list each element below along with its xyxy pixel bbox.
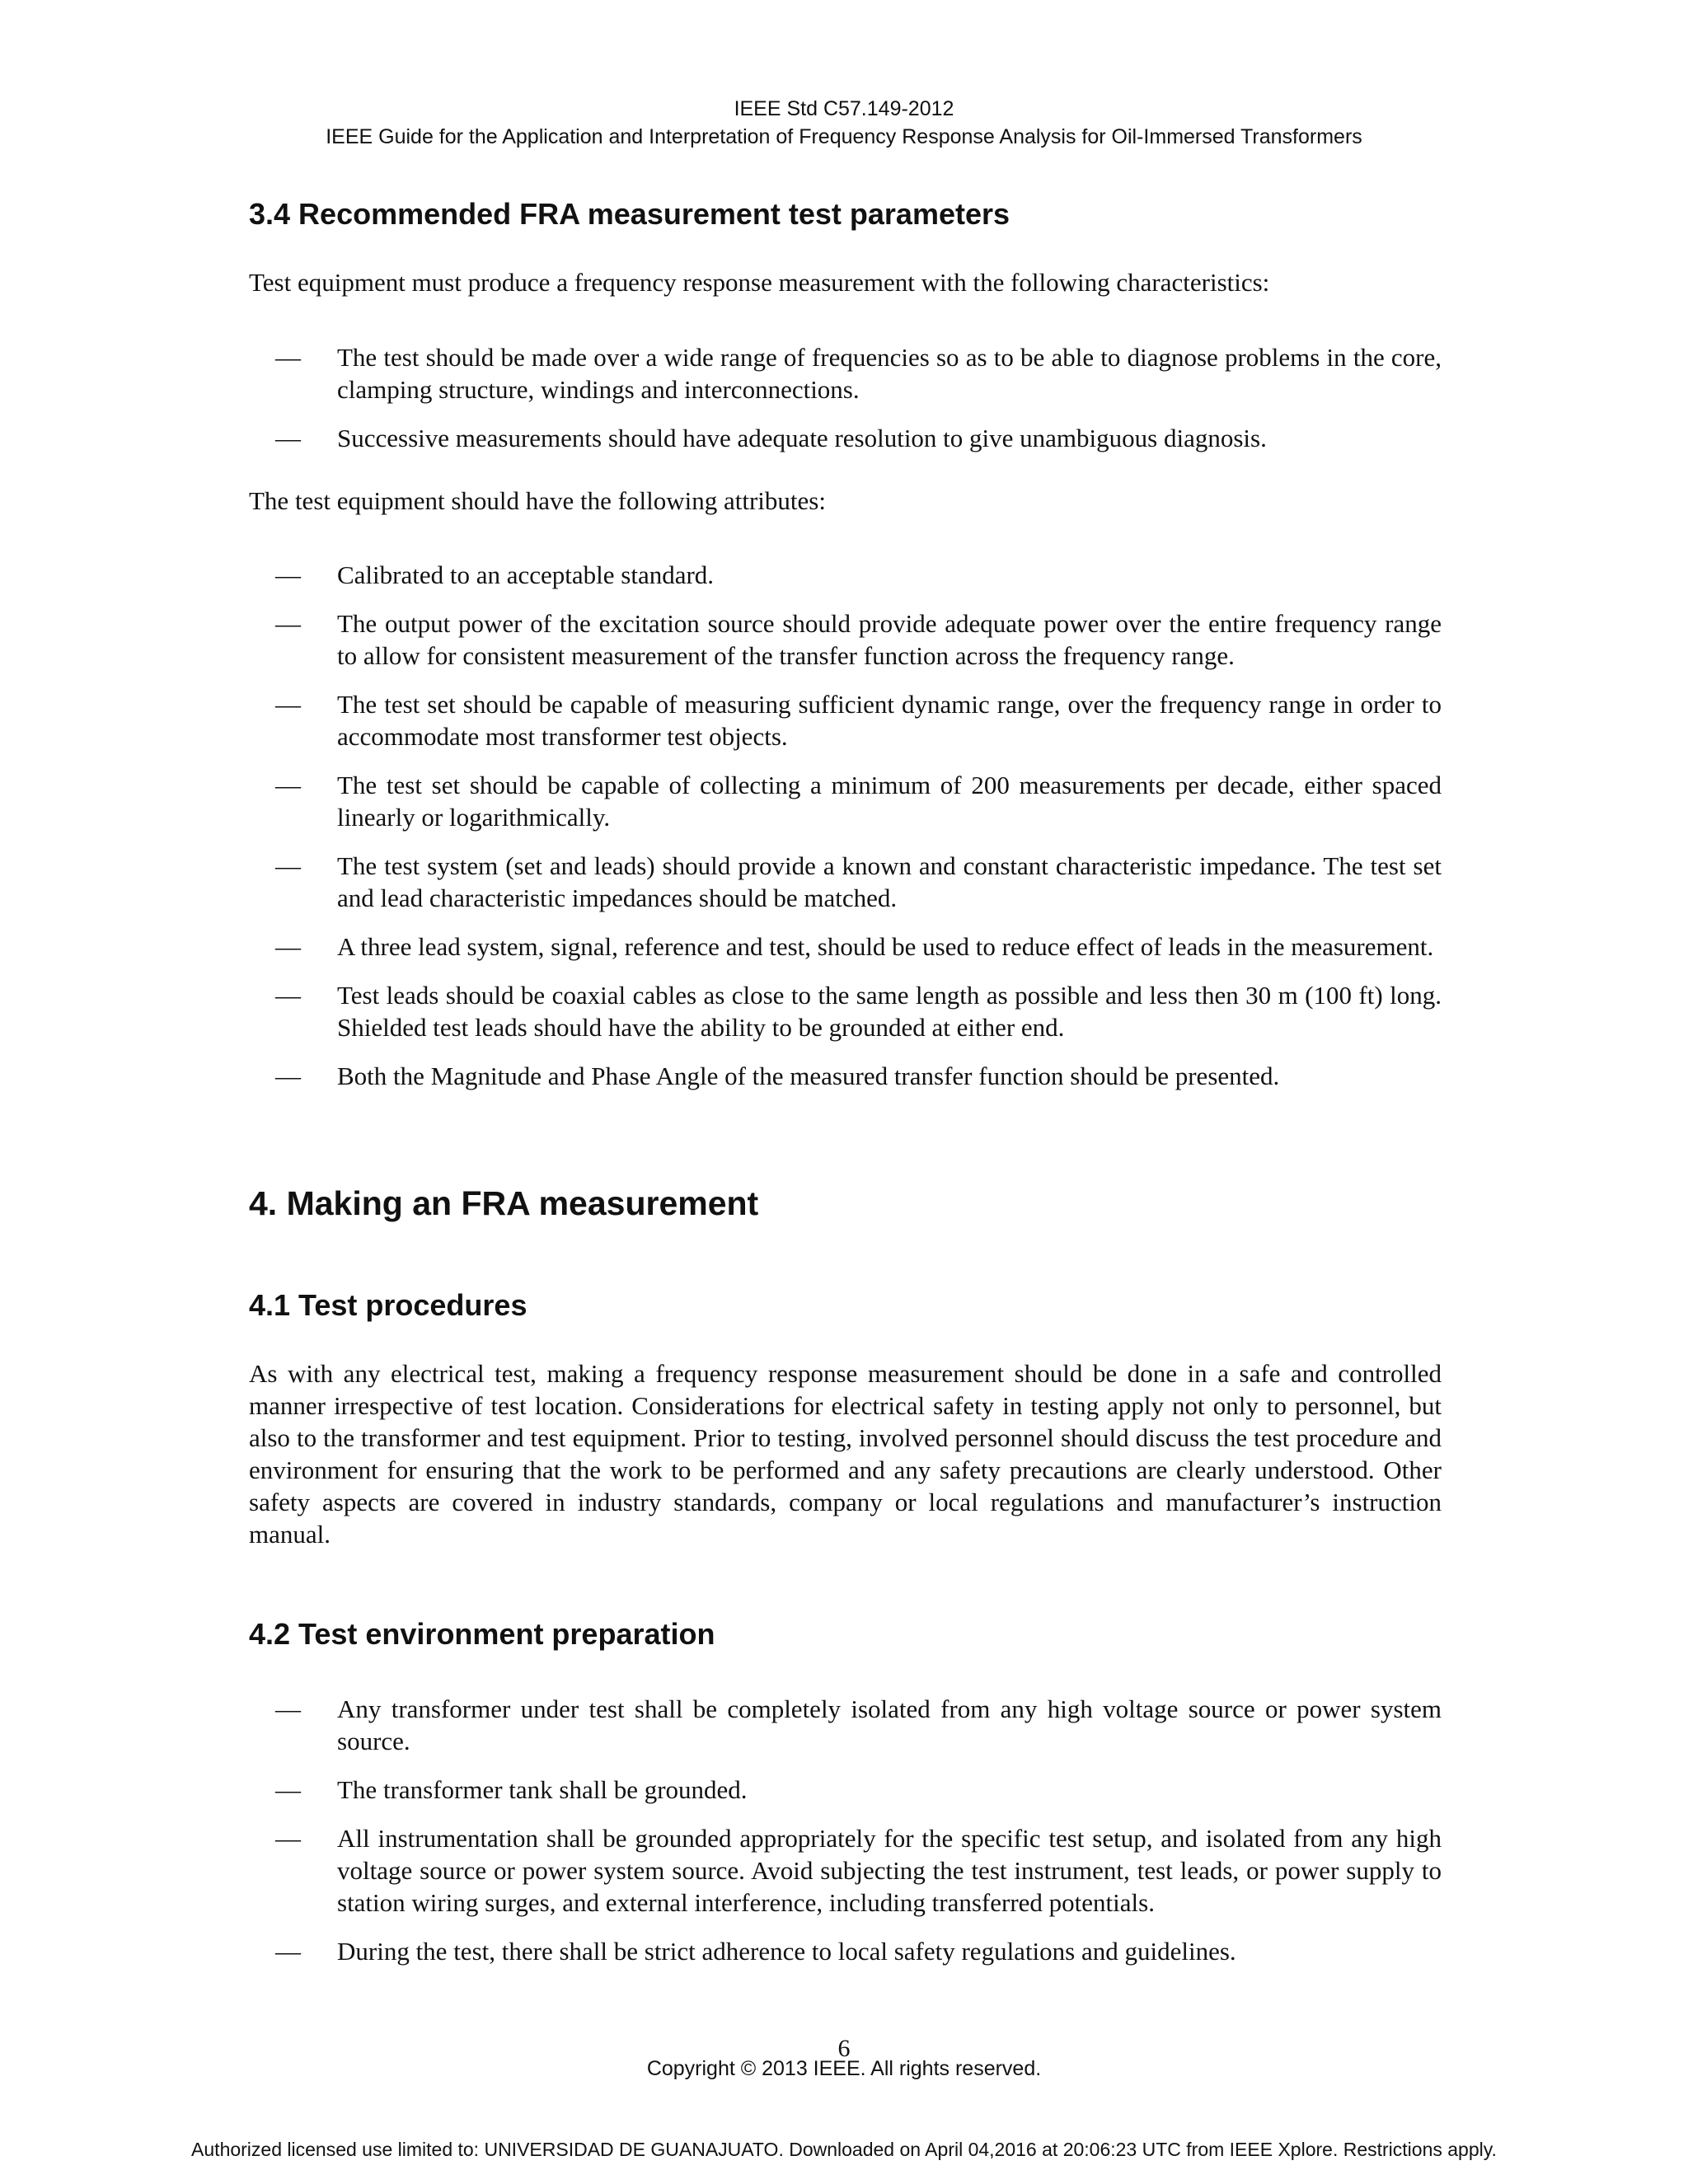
list-item-text: The test system (set and leads) should provide a known and constant characteristic impedance. The test set and lead characteristic impedances should be matched. (337, 851, 1442, 912)
list-item-text: Calibrated to an acceptable standard. (337, 560, 715, 589)
list-item (249, 607, 1442, 672)
list-item-text: The test should be made over a wide range of frequencies so as to be able to diagnose problems in the core, clamping structure, windings and interconnections. (337, 343, 1442, 404)
dash-bullet: — (275, 1062, 301, 1090)
list-item-text: The output power of the excitation source should provide adequate power over the entire frequency range to allow for consistent measurement of the transfer function across the frequency range. (337, 609, 1442, 670)
section-4-1-heading: 4.1 Test procedures (249, 1288, 528, 1322)
dash-bullet: — (275, 932, 301, 961)
list-item-text: During the test, there shall be strict adherence to local safety regulations and guidelines. (337, 1937, 1236, 1966)
list-item-text: Both the Magnitude and Phase Angle of the measured transfer function should be presented. (337, 1062, 1280, 1090)
dash-bullet: — (275, 851, 301, 880)
environment-list (249, 1693, 1442, 1967)
list-item (249, 1935, 1442, 1967)
list-item (249, 559, 1442, 591)
dash-bullet: — (275, 690, 301, 719)
section-4-1-paragraph: As with any electrical test, making a frequency response measurement should be done in a safe and controlled manner irrespective of test location. Considerations for electrical safety in testing apply not only to personnel, but also to the transformer and test equipment. Prior to testing, involved personnel should discuss the test procedure and environment for ensuring that the work to be performed and any safety precautions are clearly understood. Other safety aspects are covered in industry standards, company or local regulations and manufacturer’s instruction manual. (249, 1359, 1442, 1549)
copyright-notice: Copyright © 2013 IEEE. All rights reserved. (646, 2057, 1042, 2080)
list-item (249, 769, 1442, 833)
list-item (249, 1774, 1442, 1806)
dash-bullet: — (275, 1937, 301, 1966)
dash-bullet: — (275, 1824, 301, 1853)
list-item-text: The test set should be capable of measuring sufficient dynamic range, over the frequency range in order to accommodate most transformer test objects. (337, 690, 1442, 751)
section-4-heading: 4. Making an FRA measurement (249, 1184, 759, 1222)
header-document-title: IEEE Guide for the Application and Interpretation of Frequency Response Analysis for Oil-Immersed Transformers (326, 125, 1362, 148)
attributes-list (249, 559, 1442, 1092)
list-item (249, 850, 1442, 914)
dash-bullet: — (275, 609, 301, 638)
license-notice: Authorized licensed use limited to: UNIVERSIDAD DE GUANAJUATO. Downloaded on April 04,2016 at 20:06:23 UTC from IEEE Xplore. Restrictions apply. (191, 2139, 1497, 2160)
list-item-text: The test set should be capable of collecting a minimum of 200 measurements per decade, either spaced linearly or logarithmically. (337, 771, 1442, 832)
dash-bullet: — (275, 424, 301, 452)
section-3-4-intro: Test equipment must produce a frequency response measurement with the following characteristics: (249, 268, 1270, 297)
characteristics-list (249, 341, 1442, 454)
dash-bullet: — (275, 1694, 301, 1723)
list-item (249, 341, 1442, 405)
dash-bullet: — (275, 1775, 301, 1804)
list-item-text: Test leads should be coaxial cables as close to the same length as possible and less then 30 m (100 ft) long. Shielded test leads should have the ability to be grounded at either end. (337, 981, 1442, 1042)
list-item (249, 1693, 1442, 1757)
list-item (249, 979, 1442, 1043)
section-3-4-heading: 3.4 Recommended FRA measurement test parameters (249, 197, 1010, 231)
list-item-text: Any transformer under test shall be completely isolated from any high voltage source or power system source. (337, 1694, 1442, 1755)
section-4-2-heading: 4.2 Test environment preparation (249, 1617, 715, 1651)
list-item (249, 688, 1442, 752)
header-standard-number: IEEE Std C57.149-2012 (734, 97, 954, 120)
dash-bullet: — (275, 343, 301, 372)
list-item-text: All instrumentation shall be grounded appropriately for the specific test setup, and isolated from any high voltage source or power system source. Avoid subjecting the test instrument, test leads, or power supply to station wiring surges, and external interference, including transferred potentials. (337, 1824, 1442, 1917)
list-item-text: The transformer tank shall be grounded. (337, 1775, 748, 1804)
dash-bullet: — (275, 560, 301, 589)
list-item-text: Successive measurements should have adequate resolution to give unambiguous diagnosis. (337, 424, 1267, 452)
list-item (249, 422, 1442, 454)
list-item (249, 930, 1442, 963)
list-item (249, 1822, 1442, 1919)
dash-bullet: — (275, 981, 301, 1010)
dash-bullet: — (275, 771, 301, 799)
attributes-intro: The test equipment should have the following attributes: (249, 486, 826, 515)
list-item (249, 1060, 1442, 1092)
list-item-text: A three lead system, signal, reference and test, should be used to reduce effect of leads in the measurement. (337, 932, 1434, 961)
page-number: 6 (837, 2035, 851, 2062)
